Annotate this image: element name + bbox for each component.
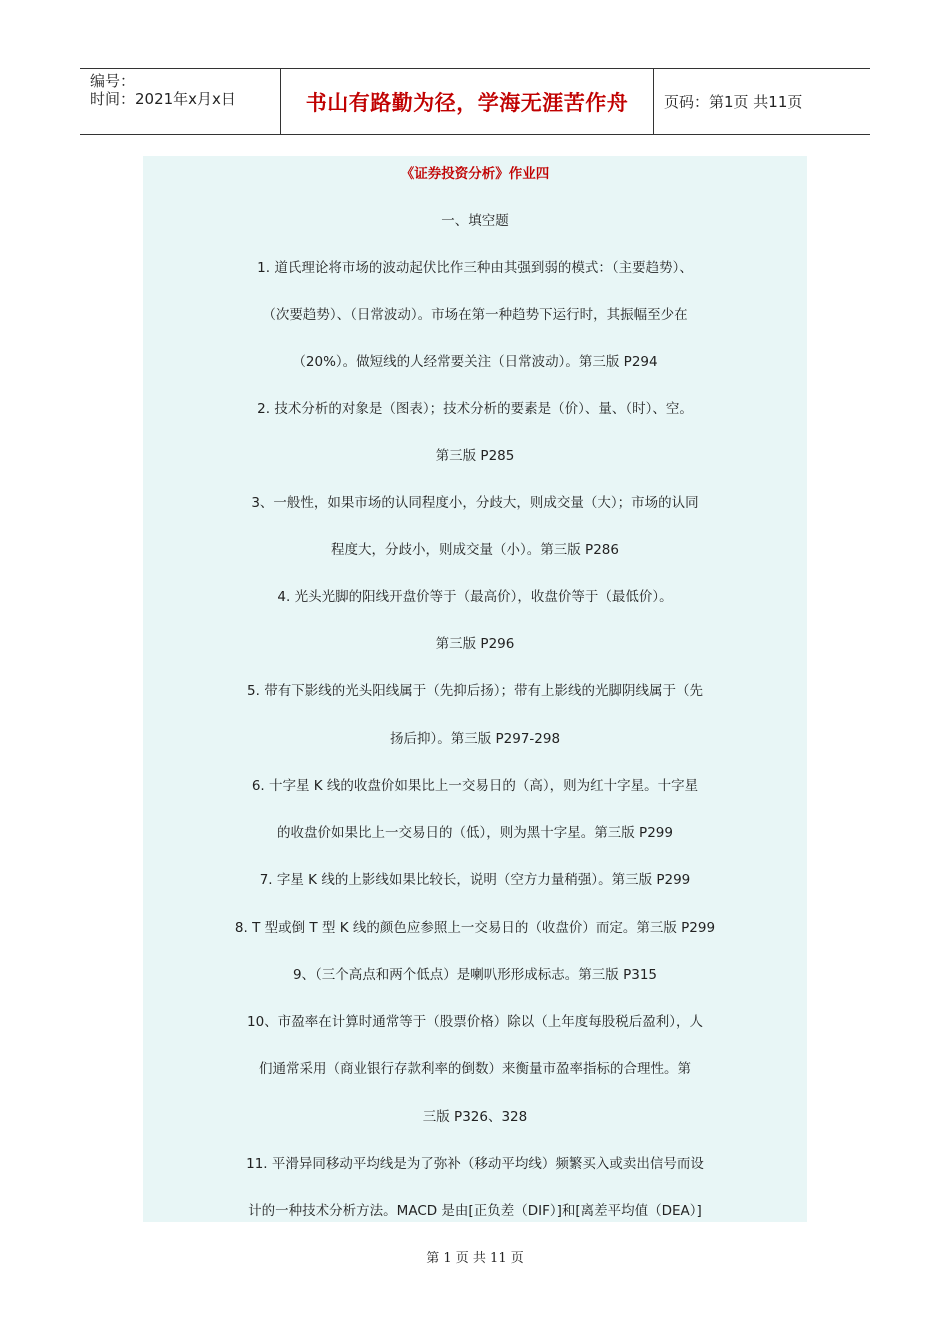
text-line: 2. 技术分析的对象是（图表）；技术分析的要素是（价）、量、（时）、空。	[257, 401, 693, 417]
text-line: 9、（三个高点和两个低点）是喇叭形形成标志。第三版 P315	[292, 967, 658, 983]
text-line: 11. 平滑异同移动平均线是为了弥补（移动平均线）频繁买入或卖出信号而设	[246, 1156, 704, 1172]
header-page-number: 页码：第1页 共11页	[664, 93, 803, 111]
document-body	[143, 156, 807, 1222]
date-label: 时间：2021年x月x日	[90, 90, 236, 108]
text-line: 7. 字星 K 线的上影线如果比较长，说明（空方力量稍强）。第三版 P299	[259, 872, 691, 888]
document-title: 《证券投资分析》作业四	[400, 166, 550, 182]
text-line: 4. 光头光脚的阳线开盘价等于（最高价），收盘价等于（最低价）。	[277, 589, 673, 605]
page-footer: 第 1 页 共 11 页	[426, 1251, 524, 1266]
text-line: 1. 道氏理论将市场的波动起伏比作三种由其强到弱的模式：（主要趋势）、	[257, 260, 693, 276]
text-line: 6. 十字星 K 线的收盘价如果比上一交易日的（高），则为红十字星。十字星	[251, 778, 699, 794]
text-line: 5. 带有下影线的光头阳线属于（先抑后扬）；带有上影线的光脚阴线属于（先	[247, 683, 703, 699]
page-header	[80, 68, 870, 135]
text-line: 10、市盈率在计算时通常等于（股票价格）除以（上年度每股税后盈利），人	[247, 1014, 703, 1030]
text-line: 们通常采用（商业银行存款利率的倒数）来衡量市盈率指标的合理性。第	[259, 1061, 691, 1077]
text-line: （次要趋势）、（日常波动）。市场在第一种趋势下运行时，其振幅至少在	[262, 307, 688, 323]
text-line: 三版 P326、328	[422, 1109, 528, 1125]
header-meta	[80, 69, 281, 134]
text-line: 的收盘价如果比上一交易日的（低），则为黑十字星。第三版 P299	[277, 825, 673, 841]
text-line: （20%）。做短线的人经常要关注（日常波动）。第三版 P294	[292, 354, 658, 370]
text-line: 程度大，分歧小，则成交量（小）。第三版 P286	[331, 542, 619, 558]
text-line: 8. T 型或倒 T 型 K 线的颜色应参照上一交易日的（收盘价）而定。第三版 P299	[234, 920, 716, 936]
text-line: 第三版 P285	[435, 448, 515, 464]
text-line: 扬后抑）。第三版 P297-298	[389, 731, 561, 747]
header-motto: 书山有路勤为径，学海无涯苦作舟	[281, 69, 654, 134]
text-line: 3、一般性，如果市场的认同程度小，分歧大，则成交量（大）；市场的认同	[251, 495, 699, 511]
serial-number-label: 编号：	[90, 72, 136, 90]
text-line: 第三版 P296	[435, 636, 515, 652]
text-line: 计的一种技术分析方法。MACD 是由[正负差（DIF）]和[离差平均值（DEA）]	[248, 1203, 702, 1219]
section-heading: 一、填空题	[441, 213, 509, 229]
